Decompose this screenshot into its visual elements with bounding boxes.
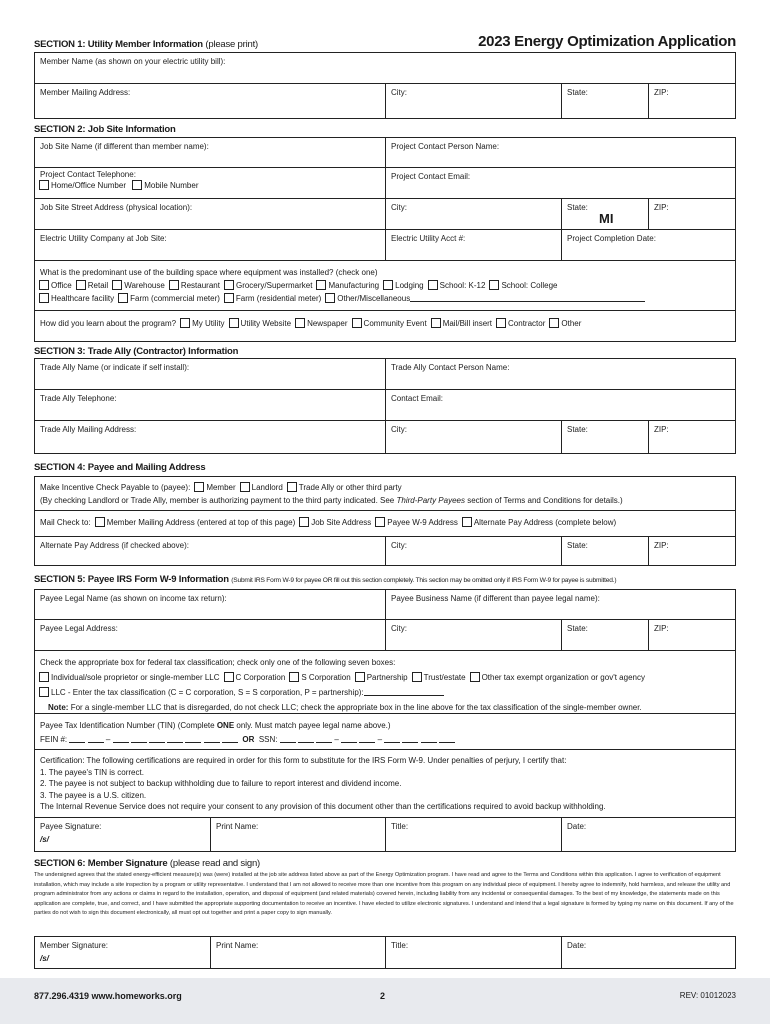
trade-ally-name-row [35, 359, 735, 390]
trade-ally-phone-label: Trade Ally Telephone: [40, 394, 117, 403]
payee-name-row [35, 590, 735, 620]
member-name-field[interactable] [35, 53, 735, 84]
learn-question: How did you learn about the program? [40, 319, 177, 328]
payee-option-label: Landlord [251, 483, 283, 492]
member-print-name-label: Print Name: [216, 941, 259, 950]
mail-check-option-label: Member Mailing Address (entered at top of this page) [106, 518, 296, 527]
building-use-option-label: Farm (commercial meter) [130, 294, 220, 303]
tax-class-option-label: S Corporation [301, 673, 351, 682]
page-number: 2 [380, 991, 386, 1001]
cert-intro: Certification: The following certifications are required in order for this form to substitute for the IRS Form W-9. Under penalties of perjury, I certify that: [40, 756, 567, 765]
payee-zip-field[interactable] [648, 620, 735, 650]
learn-checkbox[interactable] [229, 318, 239, 328]
alt-pay-city-label: City: [391, 541, 407, 550]
member-date-label: Date: [567, 941, 587, 950]
make-check-label: Make Incentive Check Payable to (payee): [40, 483, 191, 492]
building-use-option-label: School: College [501, 281, 558, 290]
building-use-checkbox[interactable] [325, 293, 335, 303]
payee-option-label: Member [206, 483, 236, 492]
trade-ally-phone-row [35, 390, 735, 421]
mail-options [91, 518, 616, 527]
learn-checkbox[interactable] [496, 318, 506, 328]
payee-option-label: Trade Ally or other third party [298, 483, 402, 492]
member-title-label: Title: [391, 941, 409, 950]
mobile-checkbox[interactable] [132, 180, 142, 190]
learn-option-other[interactable] [545, 317, 581, 331]
trade-ally-zip-field[interactable] [648, 421, 735, 453]
tax-class-checkbox[interactable] [412, 672, 422, 682]
learn-option-label: Utility Website [240, 319, 292, 328]
job-site-state-value: MI [599, 211, 614, 226]
job-site-state-label: State: [567, 203, 588, 212]
utility-company-field[interactable] [35, 230, 385, 260]
member-signature-field[interactable] [35, 937, 210, 968]
building-use-option-office[interactable] [35, 279, 72, 292]
mail-check-option-label: Payee W-9 Address [387, 518, 458, 527]
member-city-field[interactable] [385, 84, 561, 118]
member-signature-mark: /s/ [40, 954, 49, 963]
home-office-checkbox[interactable] [39, 180, 49, 190]
section-1-subtitle: (please print) [205, 39, 259, 50]
trade-ally-phone-field[interactable] [35, 390, 385, 420]
project-contact-phone-label: Project Contact Telephone: [40, 170, 136, 179]
tax-class-option-s-corporation[interactable] [285, 670, 350, 685]
building-use-option-label: Grocery/Supermarket [235, 281, 313, 290]
learn-option-label: Mail/Bill insert [442, 319, 493, 328]
cert-item-2: 2. The payee is not subject to backup withholding due to failure to report interest and dividend income. [40, 779, 402, 788]
building-use-row [35, 261, 735, 311]
job-site-city-field[interactable] [385, 199, 561, 229]
home-office-label: Home/Office Number [51, 181, 126, 190]
tin-row [35, 714, 735, 750]
job-site-address-row [35, 199, 735, 230]
tin-instructions: Payee Tax Identification Number (TIN) (Complete ONE only. Must match payee legal name above.) [40, 721, 391, 730]
learn-options [176, 319, 581, 328]
payee-signature-field[interactable] [35, 818, 210, 851]
mail-check-option-alternate-pay-address-complete-below[interactable] [458, 516, 616, 530]
learn-option-label: Contractor [508, 319, 546, 328]
building-use-option-farm-residential-meter[interactable] [220, 292, 321, 305]
building-use-checkbox[interactable] [76, 280, 86, 290]
section-5-box [34, 589, 736, 852]
learn-option-community-event[interactable] [348, 317, 427, 331]
trade-ally-mailing-field[interactable] [35, 421, 385, 453]
member-state-field[interactable] [561, 84, 648, 118]
trade-ally-state-field[interactable] [561, 421, 648, 453]
building-use-option-grocery-supermarket[interactable] [220, 279, 312, 292]
trade-ally-address-row [35, 421, 735, 453]
trade-ally-state-label: State: [567, 425, 588, 434]
member-zip-label: ZIP: [654, 88, 669, 97]
section-2-box [34, 137, 736, 342]
alt-pay-zip-label: ZIP: [654, 541, 669, 550]
member-date-field[interactable] [561, 937, 735, 968]
ssn-input[interactable]: – – [280, 735, 455, 744]
building-use-options-2 [35, 292, 730, 305]
payee-option-trade-ally-or-other-third-party[interactable] [283, 481, 402, 494]
trade-ally-email-label: Contact Email: [391, 394, 444, 403]
job-site-state-field[interactable] [561, 199, 648, 229]
payee-state-label: State: [567, 624, 588, 633]
member-name-label: Member Name (as shown on your electric utility bill): [40, 57, 226, 66]
payee-checkbox[interactable] [287, 482, 297, 492]
building-use-checkbox[interactable] [224, 293, 234, 303]
learn-option-label: Newspaper [307, 319, 348, 328]
cert-item-3: 3. The payee is a U.S. citizen. [40, 790, 147, 800]
building-use-checkbox[interactable] [489, 280, 499, 290]
llc-label: LLC - Enter the tax classification (C = C corporation, S = S corporation, P = partnership): [51, 688, 364, 697]
member-zip-field[interactable] [648, 84, 735, 118]
mail-check-option-payee-w-9-address[interactable] [371, 516, 458, 530]
tax-class-row [35, 651, 735, 714]
fein-input[interactable]: – [69, 735, 240, 744]
payee-date-label: Date: [567, 822, 587, 831]
member-city-label: City: [391, 88, 407, 97]
other-misc-input[interactable] [410, 294, 645, 302]
building-use-checkbox[interactable] [169, 280, 179, 290]
learn-row [35, 311, 735, 337]
payee-signature-label: Payee Signature: [40, 822, 102, 831]
revision-label: REV: 01012023 [679, 991, 736, 1000]
section-3-box [34, 358, 736, 454]
building-use-option-label: Farm (residential meter) [235, 294, 322, 303]
mail-check-checkbox[interactable] [95, 517, 105, 527]
learn-checkbox[interactable] [352, 318, 362, 328]
payee-business-name-label: Payee Business Name (if different than payee legal name): [391, 594, 600, 603]
member-mailing-address-field[interactable] [35, 84, 385, 118]
utility-row [35, 230, 735, 261]
tax-class-option-label: Partnership [366, 673, 408, 682]
job-site-street-field[interactable] [35, 199, 385, 229]
mail-check-option-job-site-address[interactable] [295, 516, 371, 530]
tax-class-checkbox[interactable] [289, 672, 299, 682]
learn-option-label: My Utility [192, 319, 225, 328]
trade-ally-mailing-label: Trade Ally Mailing Address: [40, 425, 137, 434]
payee-option-member[interactable] [190, 481, 235, 494]
payee-options [190, 483, 401, 492]
payee-legal-address-label: Payee Legal Address: [40, 624, 118, 633]
building-use-option-warehouse[interactable] [108, 279, 165, 292]
tax-class-checkbox[interactable] [39, 672, 49, 682]
tax-options [35, 670, 730, 685]
section-2-title: SECTION 2: Job Site Information [34, 124, 176, 135]
utility-acct-field[interactable] [385, 230, 561, 260]
member-signature-label: Member Signature: [40, 941, 109, 950]
building-use-option-retail[interactable] [72, 279, 108, 292]
learn-checkbox[interactable] [431, 318, 441, 328]
payee-legal-address-field[interactable] [35, 620, 385, 650]
section-4-title: SECTION 4: Payee and Mailing Address [34, 462, 206, 473]
job-site-city-label: City: [391, 203, 407, 212]
section-1-box [34, 52, 736, 119]
building-use-option-school-college[interactable] [485, 279, 557, 292]
learn-option-my-utility[interactable] [176, 317, 224, 331]
tax-class-option-partnership[interactable] [351, 670, 408, 685]
building-use-option-label: School: K-12 [439, 281, 486, 290]
alt-pay-city-field[interactable] [385, 537, 561, 565]
job-site-zip-field[interactable] [648, 199, 735, 229]
mobile-label: Mobile Number [144, 181, 199, 190]
building-use-option-school-k-12[interactable] [424, 279, 486, 292]
learn-option-newspaper[interactable] [291, 317, 347, 331]
job-site-name-row [35, 138, 735, 168]
payee-date-field[interactable] [561, 818, 735, 851]
alt-pay-label: Alternate Pay Address (if checked above): [40, 541, 189, 550]
trade-ally-city-label: City: [391, 425, 407, 434]
payee-title-label: Title: [391, 822, 409, 831]
project-contact-phone-field[interactable] [35, 168, 385, 198]
trade-ally-name-field[interactable] [35, 359, 385, 389]
tax-class-option-trust-estate[interactable] [408, 670, 466, 685]
payee-legal-name-field[interactable] [35, 590, 385, 619]
llc-classification-input[interactable] [364, 688, 444, 696]
payee-signature-row [35, 818, 735, 851]
cert-item-4: The Internal Revenue Service does not require your consent to any provision of this document other than the certifications required to avoid backup withholding. [40, 802, 606, 811]
payee-business-name-field[interactable] [385, 590, 735, 619]
learn-option-utility-website[interactable] [225, 317, 292, 331]
fein-label: FEIN #: [40, 735, 68, 744]
building-use-checkbox[interactable] [39, 280, 49, 290]
payee-print-name-field[interactable] [210, 818, 385, 851]
tax-class-checkbox[interactable] [355, 672, 365, 682]
llc-checkbox[interactable] [39, 687, 49, 697]
payee-option-landlord[interactable] [236, 481, 283, 494]
payee-city-field[interactable] [385, 620, 561, 650]
member-mailing-address-label: Member Mailing Address: [40, 88, 131, 97]
building-use-option-label: Other/Miscellaneous [337, 294, 411, 303]
mail-check-option-member-mailing-address-entered-at-top-of-this-page[interactable] [91, 516, 296, 530]
ssn-label: SSN: [258, 735, 278, 744]
building-use-option-restaurant[interactable] [165, 279, 220, 292]
mail-check-checkbox[interactable] [299, 517, 309, 527]
trade-ally-zip-label: ZIP: [654, 425, 669, 434]
building-use-checkbox[interactable] [316, 280, 326, 290]
project-contact-email-field[interactable] [385, 168, 735, 198]
section-1-title: SECTION 1: Utility Member Information (please print) [34, 39, 259, 50]
payee-signature-mark: /s/ [40, 835, 49, 844]
section-3-title: SECTION 3: Trade Ally (Contractor) Information [34, 346, 239, 357]
project-contact-email-label: Project Contact Email: [391, 172, 471, 181]
learn-option-label: Other [561, 319, 582, 328]
building-use-option-label: Office [51, 281, 72, 290]
tax-class-option-individual-sole-proprietor-or-single-member-llc[interactable] [35, 670, 220, 685]
mail-check-option-label: Job Site Address [311, 518, 372, 527]
building-use-option-label: Manufacturing [328, 281, 380, 290]
tax-class-question: Check the appropriate box for federal tax classification; check only one of the following seven boxes: [40, 658, 396, 667]
section-6-subtitle: (please read and sign) [169, 858, 261, 869]
job-site-name-label: Job Site Name (if different than member name): [40, 142, 209, 151]
section-6-box [34, 936, 736, 969]
mail-check-checkbox[interactable] [462, 517, 472, 527]
payee-address-row [35, 620, 735, 651]
payee-title-field[interactable] [385, 818, 561, 851]
building-use-question: What is the predominant use of the building space where equipment was installed? (check one) [40, 268, 378, 277]
trade-ally-email-field[interactable] [385, 390, 735, 420]
building-use-checkbox[interactable] [112, 280, 122, 290]
payee-checkbox[interactable] [194, 482, 204, 492]
page-footer [0, 978, 770, 1024]
job-site-street-label: Job Site Street Address (physical location): [40, 203, 193, 212]
trade-ally-contact-label: Trade Ally Contact Person Name: [391, 363, 510, 372]
or-label: OR [242, 735, 255, 744]
note-text: For a single-member LLC that is disregarded, do not check LLC; check the appropriate box in the line above for the tax classification of the single-member owner. [70, 703, 642, 712]
project-contact-name-label: Project Contact Person Name: [391, 142, 500, 151]
tax-class-option-other-tax-exempt-organization-or-gov-t-agency[interactable] [466, 670, 645, 685]
payee-zip-label: ZIP: [654, 624, 669, 633]
job-site-zip-label: ZIP: [654, 203, 669, 212]
building-use-option-label: Restaurant [180, 281, 220, 290]
alt-pay-state-label: State: [567, 541, 588, 550]
trade-ally-city-field[interactable] [385, 421, 561, 453]
completion-date-field[interactable] [561, 230, 735, 260]
member-state-label: State: [567, 88, 588, 97]
note-label: Note: [48, 703, 69, 712]
page-header [34, 34, 736, 52]
member-print-name-field[interactable] [210, 937, 385, 968]
project-contact-name-field[interactable] [385, 138, 735, 167]
alt-pay-field[interactable] [35, 537, 385, 565]
payee-print-name-label: Print Name: [216, 822, 259, 831]
payee-checkbox[interactable] [240, 482, 250, 492]
building-use-checkbox[interactable] [118, 293, 128, 303]
mail-check-option-label: Alternate Pay Address (complete below) [473, 518, 617, 527]
trade-ally-contact-field[interactable] [385, 359, 735, 389]
building-use-option-label: Warehouse [124, 281, 165, 290]
project-contact-row [35, 168, 735, 199]
tax-class-option-c-corporation[interactable] [220, 670, 286, 685]
section-5-subtitle: (Submit IRS Form W-9 for payee OR fill out this section completely. This section may be omitted only if IRS Form W-9 for payee is submitted.) [231, 577, 617, 584]
application-title: 2023 Energy Optimization Application [478, 33, 736, 50]
tax-class-option-label: C Corporation [235, 673, 286, 682]
building-use-option-healthcare-facility[interactable] [35, 292, 114, 305]
job-site-name-field[interactable] [35, 138, 385, 167]
building-use-option-label: Healthcare facility [51, 294, 115, 303]
member-title-field[interactable] [385, 937, 561, 968]
building-use-checkbox[interactable] [39, 293, 49, 303]
learn-checkbox[interactable] [549, 318, 559, 328]
building-use-option-manufacturing[interactable] [312, 279, 379, 292]
section-4-box [34, 476, 736, 566]
payee-city-label: City: [391, 624, 407, 633]
tax-class-option-label: Trust/estate [423, 673, 466, 682]
utility-acct-label: Electric Utility Acct #: [391, 234, 466, 243]
footer-contact: 877.296.4319 www.homeworks.org [34, 991, 182, 1001]
learn-option-mail-bill-insert[interactable] [427, 317, 492, 331]
member-address-row [35, 84, 735, 118]
building-use-option-label: Retail [87, 281, 109, 290]
mail-check-label: Mail Check to: [40, 518, 91, 527]
learn-option-label: Community Event [363, 319, 427, 328]
tax-class-checkbox[interactable] [470, 672, 480, 682]
section-5-title: SECTION 5: Payee IRS Form W-9 Information (Submit IRS Form W-9 for payee OR fill out this section completely. This section may be omitted only if IRS Form W-9 for payee is submitted.) [34, 574, 617, 585]
alt-pay-row [35, 537, 735, 565]
tax-class-checkbox[interactable] [224, 672, 234, 682]
payee-legal-name-label: Payee Legal Name (as shown on income tax return): [40, 594, 227, 603]
building-use-checkbox[interactable] [383, 280, 393, 290]
section-6-title: SECTION 6: Member Signature (please read and sign) [34, 858, 261, 869]
building-use-options-1 [35, 279, 730, 292]
member-agreement-text: The undersigned agrees that the stated energy-efficient measure(s) was (were) installed at the job site address listed above as part of the Energy Optimization program. I have read and agree to the Terms and Conditions within this application. I agree to verification of equipment installation, which may include a site inspection by a program or utility representative. I understand that I am not allowed to receive more than one incentive from this program on any individual piece of equipment. I hereby agree to indemnify, hold harmless, and release the utility and program administrator from any actions or claims in regard to the installation, operation, and disposal of equipment (and related materials) covered herein, including liability from any incidental or consequential damages. To the best of my knowledge, the statements made on this application are complete, true, and correct, and I have submitted the appropriate supporting documentation to receive an incentive. I have elected to utilize electronic signatures. I understand and intend that a legal signature is formed by typing my name on this document. If any of the parties do not wish to sign this document electronically, all must opt out together and print a paper copy to sign manually. [34, 872, 734, 917]
alt-pay-state-field[interactable] [561, 537, 648, 565]
learn-checkbox[interactable] [295, 318, 305, 328]
third-party-note: (By checking Landlord or Trade Ally, member is authorizing payment to the third party indicated. See Third-Party Payees section of Terms and Conditions for details.) [40, 496, 623, 505]
payee-state-field[interactable] [561, 620, 648, 650]
learn-checkbox[interactable] [180, 318, 190, 328]
building-use-option-other-miscellaneous[interactable] [321, 292, 645, 305]
building-use-checkbox[interactable] [428, 280, 438, 290]
member-signature-row [35, 937, 735, 968]
tax-class-option-label: Other tax exempt organization or gov't agency [481, 673, 645, 682]
utility-company-label: Electric Utility Company at Job Site: [40, 234, 167, 243]
trade-ally-name-label: Trade Ally Name (or indicate if self install): [40, 363, 190, 372]
mail-check-checkbox[interactable] [375, 517, 385, 527]
building-use-option-farm-commercial-meter[interactable] [114, 292, 220, 305]
learn-option-contractor[interactable] [492, 317, 545, 331]
tax-class-option-label: Individual/sole proprietor or single-member LLC [51, 673, 220, 682]
building-use-option-lodging[interactable] [379, 279, 423, 292]
completion-date-label: Project Completion Date: [567, 234, 656, 243]
payee-row [35, 477, 735, 511]
building-use-option-label: Lodging [395, 281, 424, 290]
mail-check-row [35, 511, 735, 537]
certification-row [35, 750, 735, 818]
alt-pay-zip-field[interactable] [648, 537, 735, 565]
cert-item-1: 1. The payee's TIN is correct. [40, 767, 144, 777]
building-use-checkbox[interactable] [224, 280, 234, 290]
